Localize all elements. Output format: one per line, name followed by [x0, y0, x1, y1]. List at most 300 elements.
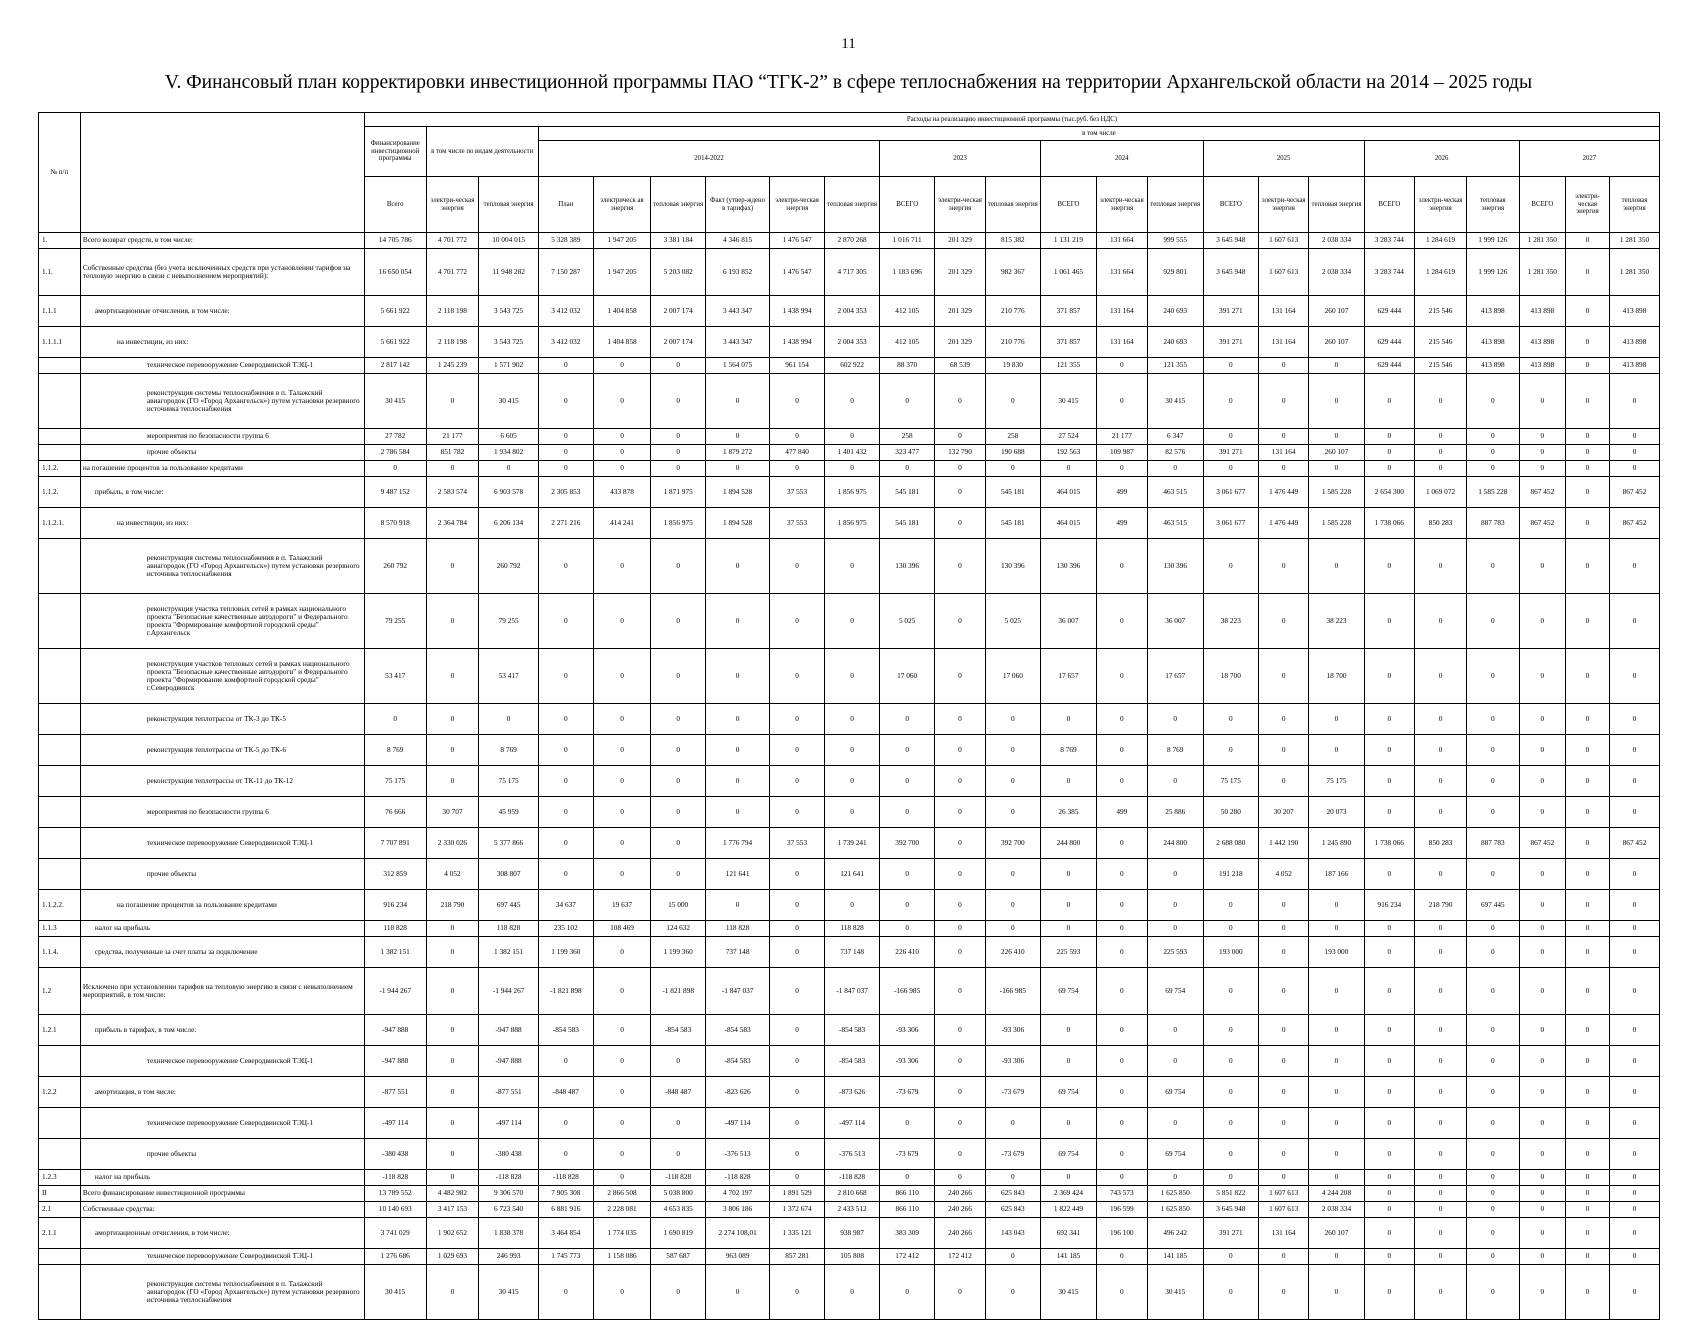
value-cell: 0 — [1309, 735, 1364, 766]
row-label: средства, полученные за счет платы за подключение — [80, 937, 364, 968]
value-cell: -873 626 — [825, 1077, 880, 1108]
value-cell: 0 — [1097, 594, 1148, 649]
value-cell: 0 — [1203, 1139, 1258, 1170]
table-body — [39, 233, 1660, 1320]
value-cell: 0 — [770, 539, 825, 594]
header-expenses: Расходы на реализацию инвестиционной программы (тыс.руб. без НДС) — [364, 113, 1659, 127]
value-cell: 0 — [1364, 1265, 1415, 1320]
value-cell: 0 — [770, 1015, 825, 1046]
value-cell: 0 — [1415, 968, 1467, 1015]
header-financing: Финансирование инвестиционной программы — [364, 127, 426, 177]
value-cell: -1 821 898 — [651, 968, 706, 1015]
value-cell: 244 800 — [1040, 828, 1096, 859]
value-cell: 0 — [651, 797, 706, 828]
value-cell: 0 — [1610, 374, 1660, 429]
value-cell: 391 271 — [1203, 445, 1258, 461]
value-cell: 0 — [538, 374, 593, 429]
row-label: амортизационные отчисления, в том числе: — [80, 1218, 364, 1249]
value-cell: 27 782 — [364, 429, 426, 445]
value-cell: 0 — [935, 649, 986, 704]
value-cell: 0 — [1610, 649, 1660, 704]
header-2025-heat: тепловая энергия — [1309, 177, 1364, 233]
value-cell: 21 177 — [1097, 429, 1148, 445]
value-cell: 0 — [364, 704, 426, 735]
value-cell: 240 693 — [1147, 327, 1203, 358]
table-row — [39, 233, 1660, 249]
value-cell: 0 — [1415, 921, 1467, 937]
value-cell: 1 999 126 — [1466, 249, 1519, 296]
value-cell: 413 898 — [1466, 358, 1519, 374]
value-cell: 4 052 — [426, 859, 479, 890]
value-cell: 0 — [1415, 374, 1467, 429]
row-label: Исключено при установлении тарифов на тепловую энергию в связи с невыполнением мероприятий, в том числе: — [80, 968, 364, 1015]
value-cell: 0 — [825, 374, 880, 429]
value-cell: 0 — [1364, 461, 1415, 477]
value-cell: 0 — [706, 374, 770, 429]
value-cell: 0 — [1258, 1046, 1309, 1077]
value-cell: 0 — [593, 358, 650, 374]
row-number — [39, 1046, 81, 1077]
value-cell: 0 — [935, 797, 986, 828]
value-cell: 36 007 — [1040, 594, 1096, 649]
header-including: в том числе — [538, 127, 1659, 141]
value-cell: 0 — [1610, 937, 1660, 968]
value-cell: 0 — [1466, 1077, 1519, 1108]
value-cell: 0 — [1415, 704, 1467, 735]
value-cell: 0 — [538, 594, 593, 649]
value-cell: -877 551 — [479, 1077, 538, 1108]
row-number — [39, 735, 81, 766]
value-cell: 0 — [1309, 1046, 1364, 1077]
value-cell: 82 576 — [1147, 445, 1203, 461]
financial-plan-table — [38, 112, 1660, 1320]
value-cell: 37 553 — [770, 508, 825, 539]
value-cell: 260 107 — [1309, 1218, 1364, 1249]
value-cell: 19 830 — [985, 358, 1040, 374]
value-cell: 414 241 — [593, 508, 650, 539]
value-cell: 0 — [706, 429, 770, 445]
value-cell: 6 903 578 — [479, 477, 538, 508]
value-cell: -73 679 — [880, 1077, 935, 1108]
value-cell: 0 — [770, 1139, 825, 1170]
value-cell: -854 583 — [825, 1046, 880, 1077]
value-cell: 0 — [1610, 968, 1660, 1015]
table-row — [39, 937, 1660, 968]
value-cell: 0 — [935, 374, 986, 429]
value-cell: 10 004 015 — [479, 233, 538, 249]
table-row — [39, 921, 1660, 937]
value-cell: 0 — [1258, 429, 1309, 445]
row-number — [39, 358, 81, 374]
value-cell: 0 — [935, 461, 986, 477]
value-cell: 2 433 512 — [825, 1202, 880, 1218]
value-cell: 0 — [1309, 890, 1364, 921]
row-label: амортизация, в том числе: — [80, 1077, 364, 1108]
value-cell: 0 — [935, 704, 986, 735]
value-cell: -947 888 — [364, 1015, 426, 1046]
table-row — [39, 249, 1660, 296]
value-cell: 0 — [1364, 859, 1415, 890]
value-cell: 392 700 — [985, 828, 1040, 859]
value-cell: 0 — [593, 539, 650, 594]
table-row — [39, 766, 1660, 797]
row-label: реконструкция теплотрассы от ТК-11 до ТК-12 — [80, 766, 364, 797]
table-row — [39, 1077, 1660, 1108]
value-cell: 7 707 891 — [364, 828, 426, 859]
header-2026-total: ВСЕГО — [1364, 177, 1415, 233]
header-fact-heat: тепловая энергия — [825, 177, 880, 233]
value-cell: 0 — [1466, 937, 1519, 968]
value-cell: 4 482 982 — [426, 1186, 479, 1202]
value-cell: 867 452 — [1610, 508, 1660, 539]
value-cell: 37 553 — [770, 828, 825, 859]
value-cell: 3 283 744 — [1364, 249, 1415, 296]
value-cell: 323 477 — [880, 445, 935, 461]
value-cell: -1 847 037 — [706, 968, 770, 1015]
row-number: 1.1.2. — [39, 477, 81, 508]
value-cell: 0 — [1565, 233, 1609, 249]
row-label: Собственные средства: — [80, 1202, 364, 1218]
value-cell: 0 — [364, 461, 426, 477]
value-cell: 887 783 — [1466, 828, 1519, 859]
value-cell: 3 645 948 — [1203, 233, 1258, 249]
value-cell: 0 — [1415, 1170, 1467, 1186]
value-cell: -497 114 — [706, 1108, 770, 1139]
value-cell: 0 — [538, 735, 593, 766]
header-2026-heat: тепловая энергия — [1466, 177, 1519, 233]
value-cell: 3 061 677 — [1203, 508, 1258, 539]
value-cell: 141 185 — [1147, 1249, 1203, 1265]
value-cell: 240 266 — [935, 1218, 986, 1249]
value-cell: 0 — [1565, 1186, 1609, 1202]
value-cell: 0 — [479, 461, 538, 477]
value-cell: 0 — [1565, 477, 1609, 508]
value-cell: 246 993 — [479, 1249, 538, 1265]
value-cell: 867 452 — [1519, 508, 1565, 539]
value-cell: 0 — [985, 1170, 1040, 1186]
value-cell: 121 355 — [1147, 358, 1203, 374]
value-cell: 0 — [1203, 429, 1258, 445]
value-cell: 0 — [1258, 649, 1309, 704]
value-cell: 0 — [1147, 704, 1203, 735]
table-header — [39, 113, 1660, 233]
value-cell: 1 891 529 — [770, 1186, 825, 1202]
value-cell: 433 878 — [593, 477, 650, 508]
row-label: прибыль, в том числе: — [80, 477, 364, 508]
value-cell: 0 — [426, 594, 479, 649]
value-cell: 0 — [1203, 890, 1258, 921]
value-cell: 5 038 800 — [651, 1186, 706, 1202]
value-cell: 0 — [770, 649, 825, 704]
value-cell: 118 828 — [825, 921, 880, 937]
value-cell: 0 — [651, 704, 706, 735]
value-cell: 0 — [1097, 649, 1148, 704]
value-cell: 413 898 — [1519, 327, 1565, 358]
row-number: 1.2.2 — [39, 1077, 81, 1108]
value-cell: 0 — [1565, 766, 1609, 797]
value-cell: 130 396 — [985, 539, 1040, 594]
value-cell: 0 — [935, 539, 986, 594]
value-cell: 0 — [1565, 594, 1609, 649]
value-cell: 0 — [1364, 539, 1415, 594]
value-cell: -854 583 — [651, 1015, 706, 1046]
value-cell: 0 — [880, 1265, 935, 1320]
value-cell: 0 — [1519, 1077, 1565, 1108]
value-cell: 215 546 — [1415, 358, 1467, 374]
financial-plan-table-container — [38, 112, 1660, 1320]
value-cell: 201 329 — [935, 296, 986, 327]
value-cell: 499 — [1097, 508, 1148, 539]
value-cell: 413 898 — [1519, 296, 1565, 327]
table-row — [39, 477, 1660, 508]
value-cell: 0 — [1565, 1077, 1609, 1108]
row-number: II — [39, 1186, 81, 1202]
value-cell: 0 — [1364, 1202, 1415, 1218]
value-cell: 131 164 — [1258, 327, 1309, 358]
row-number — [39, 1108, 81, 1139]
value-cell: 235 102 — [538, 921, 593, 937]
value-cell: 0 — [1466, 766, 1519, 797]
row-label: реконструкция теплотрассы от ТК-3 до ТК-5 — [80, 704, 364, 735]
value-cell: 192 563 — [1040, 445, 1096, 461]
value-cell: 201 329 — [935, 249, 986, 296]
value-cell: 0 — [1610, 797, 1660, 828]
value-cell: 0 — [825, 890, 880, 921]
value-cell: 0 — [1364, 1170, 1415, 1186]
value-cell: 0 — [935, 1265, 986, 1320]
value-cell: 0 — [1519, 374, 1565, 429]
value-cell: 226 410 — [880, 937, 935, 968]
value-cell: 0 — [538, 358, 593, 374]
value-cell: 0 — [935, 890, 986, 921]
table-row — [39, 735, 1660, 766]
value-cell: 0 — [426, 937, 479, 968]
document-title: V. Финансовый план корректировки инвестиционной программы ПАО “ТГК-2” в сфере теплоснабжения на территории Архангельской области на 2014 – 2025 годы — [164, 72, 1533, 93]
value-cell: 0 — [593, 859, 650, 890]
value-cell: 0 — [538, 539, 593, 594]
value-cell: 0 — [985, 374, 1040, 429]
value-cell: 0 — [1040, 704, 1096, 735]
value-cell: 0 — [1203, 1046, 1258, 1077]
value-cell: 1 284 619 — [1415, 233, 1467, 249]
row-number — [39, 374, 81, 429]
value-cell: 0 — [651, 445, 706, 461]
value-cell: 1 564 075 — [706, 358, 770, 374]
value-cell: 0 — [538, 1139, 593, 1170]
value-cell: 0 — [1309, 704, 1364, 735]
value-cell: 2 004 353 — [825, 296, 880, 327]
header-2026-electric: электри-ческая энергия — [1415, 177, 1467, 233]
value-cell: 0 — [538, 429, 593, 445]
value-cell: 0 — [1415, 766, 1467, 797]
value-cell: 0 — [1147, 766, 1203, 797]
value-cell: 0 — [1466, 445, 1519, 461]
value-cell: 260 107 — [1309, 445, 1364, 461]
value-cell: 0 — [593, 594, 650, 649]
value-cell: 30 415 — [1040, 374, 1096, 429]
value-cell: 545 181 — [985, 477, 1040, 508]
value-cell: 4 717 305 — [825, 249, 880, 296]
value-cell: 1 856 975 — [651, 508, 706, 539]
value-cell: 0 — [1565, 508, 1609, 539]
value-cell: 0 — [1565, 445, 1609, 461]
table-row — [39, 1249, 1660, 1265]
value-cell: 0 — [1415, 539, 1467, 594]
value-cell: 413 898 — [1610, 296, 1660, 327]
value-cell: 0 — [1415, 461, 1467, 477]
value-cell: 0 — [426, 1108, 479, 1139]
row-number — [39, 797, 81, 828]
value-cell: 0 — [1258, 594, 1309, 649]
value-cell: 69 754 — [1040, 1077, 1096, 1108]
value-cell: 30 207 — [1258, 797, 1309, 828]
value-cell: 0 — [1610, 445, 1660, 461]
value-cell: 0 — [1040, 921, 1096, 937]
value-cell: 0 — [1415, 735, 1467, 766]
value-cell: -118 828 — [364, 1170, 426, 1186]
value-cell: 0 — [1519, 921, 1565, 937]
value-cell: -854 583 — [706, 1015, 770, 1046]
value-cell: 0 — [426, 766, 479, 797]
value-cell: -823 626 — [706, 1077, 770, 1108]
value-cell: 191 218 — [1203, 859, 1258, 890]
value-cell: 105 808 — [825, 1249, 880, 1265]
table-row — [39, 508, 1660, 539]
value-cell: 25 886 — [1147, 797, 1203, 828]
value-cell: 0 — [1097, 374, 1148, 429]
value-cell: 1 776 794 — [706, 828, 770, 859]
value-cell: 5 328 389 — [538, 233, 593, 249]
value-cell: 30 415 — [364, 1265, 426, 1320]
value-cell: 0 — [1258, 1077, 1309, 1108]
value-cell: 0 — [1610, 1249, 1660, 1265]
value-cell: 1 934 802 — [479, 445, 538, 461]
table-row — [39, 358, 1660, 374]
value-cell: 5 661 922 — [364, 296, 426, 327]
value-cell: 6 193 852 — [706, 249, 770, 296]
value-cell: 0 — [1565, 1265, 1609, 1320]
value-cell: 2 118 198 — [426, 327, 479, 358]
value-cell: -947 888 — [479, 1046, 538, 1077]
value-cell: 19 637 — [593, 890, 650, 921]
value-cell: 53 417 — [364, 649, 426, 704]
value-cell: 187 166 — [1309, 859, 1364, 890]
value-cell: 413 898 — [1519, 358, 1565, 374]
value-cell: 0 — [985, 859, 1040, 890]
value-cell: 0 — [1565, 296, 1609, 327]
value-cell: 0 — [1610, 1186, 1660, 1202]
value-cell: 963 089 — [706, 1249, 770, 1265]
value-cell: 0 — [651, 1265, 706, 1320]
value-cell: 76 666 — [364, 797, 426, 828]
value-cell: 0 — [1519, 594, 1565, 649]
value-cell: 0 — [1364, 704, 1415, 735]
value-cell: 0 — [1364, 968, 1415, 1015]
value-cell: 0 — [1203, 358, 1258, 374]
value-cell: 0 — [1565, 859, 1609, 890]
value-cell: -93 306 — [985, 1015, 1040, 1046]
value-cell: 4 701 772 — [426, 249, 479, 296]
value-cell: 75 175 — [1309, 766, 1364, 797]
value-cell: 412 105 — [880, 327, 935, 358]
value-cell: 0 — [1610, 735, 1660, 766]
value-cell: 30 415 — [1147, 1265, 1203, 1320]
value-cell: 30 415 — [479, 374, 538, 429]
value-cell: 2 274 108,01 — [706, 1218, 770, 1249]
value-cell: 1 585 228 — [1309, 477, 1364, 508]
value-cell: 6 605 — [479, 429, 538, 445]
value-cell: 0 — [1097, 1265, 1148, 1320]
value-cell: 1 476 449 — [1258, 477, 1309, 508]
value-cell: 0 — [1565, 828, 1609, 859]
value-cell: 0 — [770, 766, 825, 797]
row-label: на инвестиции, из них: — [80, 508, 364, 539]
row-number: 1.1.1 — [39, 296, 81, 327]
value-cell: 0 — [538, 797, 593, 828]
header-2024-heat: тепловая энергия — [1147, 177, 1203, 233]
value-cell: 1 476 547 — [770, 233, 825, 249]
table-row — [39, 1202, 1660, 1218]
value-cell: 0 — [770, 921, 825, 937]
value-cell: 0 — [1466, 797, 1519, 828]
value-cell: 0 — [1258, 766, 1309, 797]
value-cell: 0 — [426, 374, 479, 429]
value-cell: 2 271 216 — [538, 508, 593, 539]
value-cell: 1 404 858 — [593, 296, 650, 327]
value-cell: 0 — [1097, 1108, 1148, 1139]
header-fact: Факт (утвер-ждено в тарифах) — [706, 177, 770, 233]
value-cell: 0 — [1610, 461, 1660, 477]
value-cell: 130 396 — [880, 539, 935, 594]
row-number: 2.1.1 — [39, 1218, 81, 1249]
value-cell: 0 — [1258, 937, 1309, 968]
header-year-2024: 2024 — [1040, 141, 1203, 177]
value-cell: 0 — [1610, 1015, 1660, 1046]
value-cell: 0 — [706, 766, 770, 797]
value-cell: 38 223 — [1203, 594, 1258, 649]
value-cell: 215 546 — [1415, 327, 1467, 358]
value-cell: 867 452 — [1519, 477, 1565, 508]
value-cell: 0 — [1565, 461, 1609, 477]
value-cell: 0 — [426, 735, 479, 766]
value-cell: 0 — [1565, 797, 1609, 828]
value-cell: 0 — [651, 1139, 706, 1170]
value-cell: 0 — [1364, 1108, 1415, 1139]
value-cell: 143 043 — [985, 1218, 1040, 1249]
value-cell: -166 985 — [880, 968, 935, 1015]
value-cell: 1 442 190 — [1258, 828, 1309, 859]
header-year-2026: 2026 — [1364, 141, 1519, 177]
value-cell: 0 — [1147, 461, 1203, 477]
value-cell: 1 774 035 — [593, 1218, 650, 1249]
value-cell: 0 — [880, 766, 935, 797]
value-cell: 2 118 198 — [426, 296, 479, 327]
value-cell: 692 341 — [1040, 1218, 1096, 1249]
row-number — [39, 539, 81, 594]
row-number: 1.1.2. — [39, 461, 81, 477]
value-cell: 1 183 696 — [880, 249, 935, 296]
value-cell: 16 650 054 — [364, 249, 426, 296]
row-label: мероприятия по безопасности группа 6 — [80, 429, 364, 445]
value-cell: 0 — [1258, 1170, 1309, 1186]
value-cell: 260 107 — [1309, 327, 1364, 358]
value-cell: 0 — [426, 649, 479, 704]
value-cell: 0 — [1258, 1015, 1309, 1046]
value-cell: 499 — [1097, 797, 1148, 828]
value-cell: 172 412 — [935, 1249, 986, 1265]
value-cell: 30 415 — [1147, 374, 1203, 429]
value-cell: 0 — [1097, 735, 1148, 766]
